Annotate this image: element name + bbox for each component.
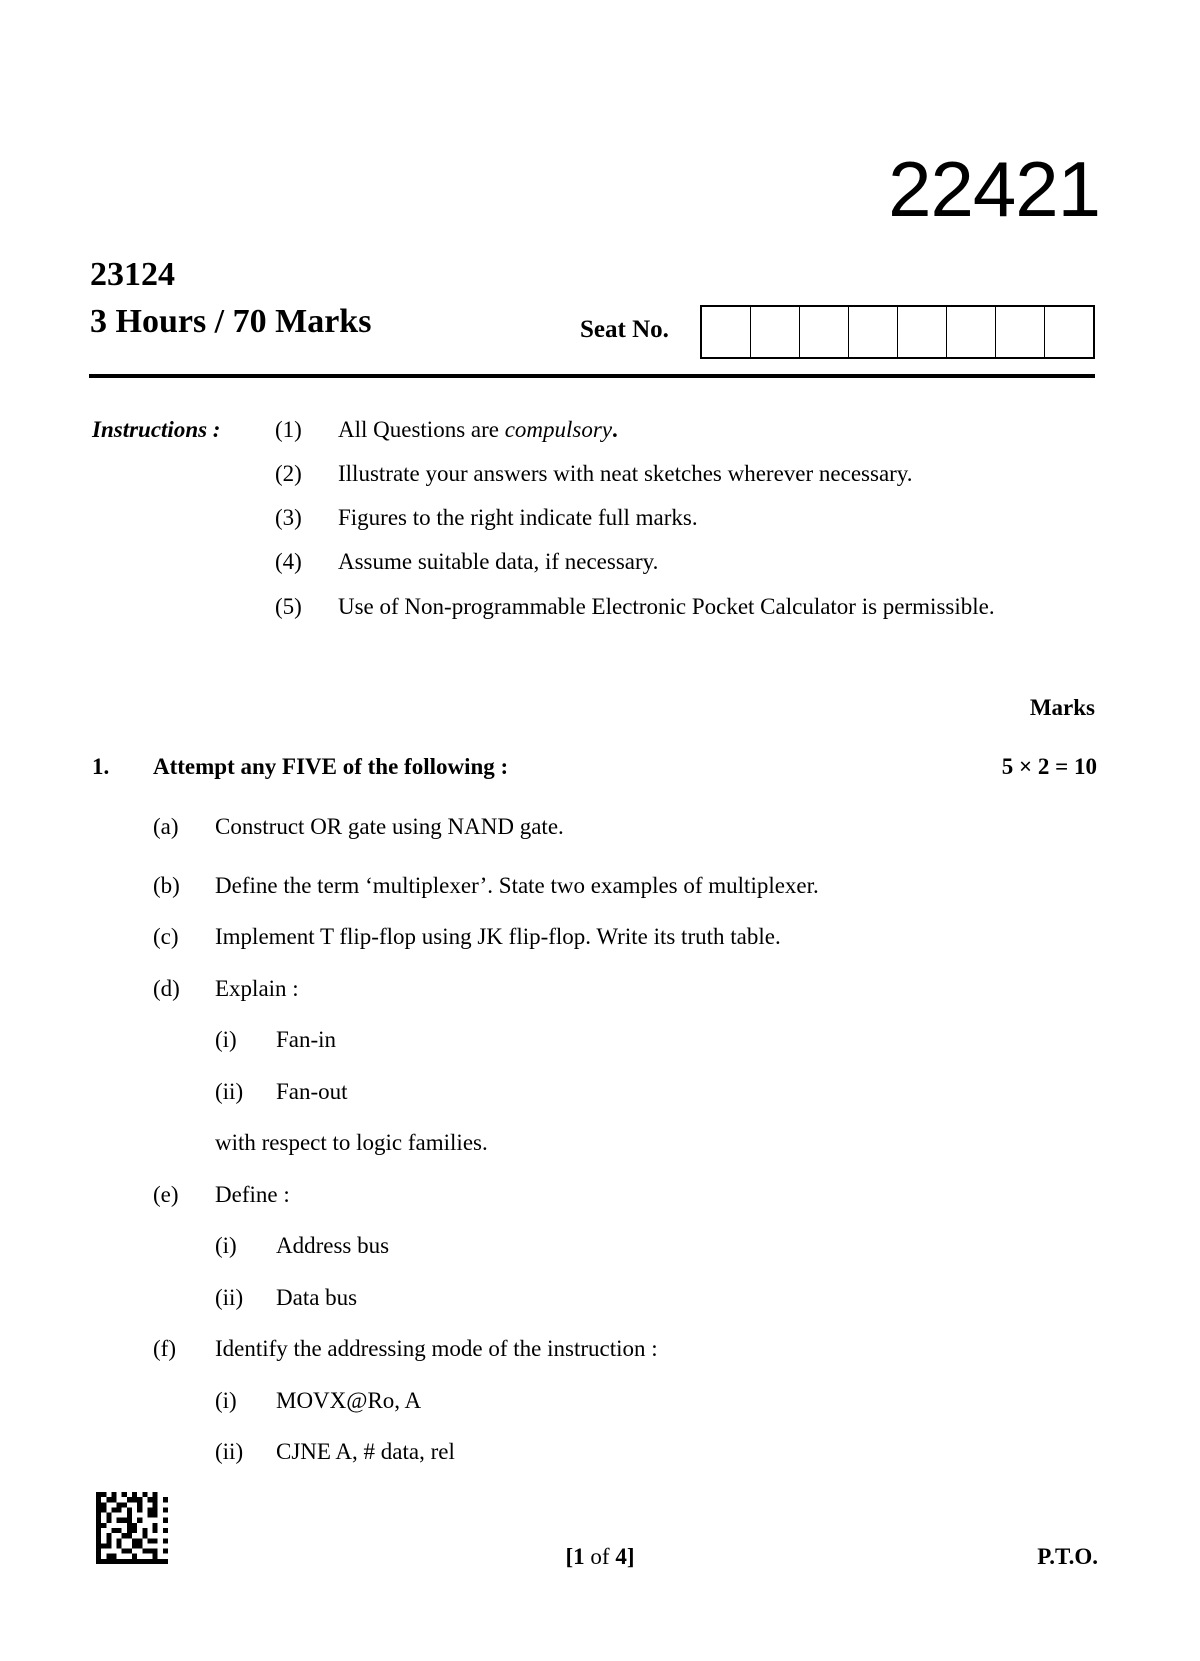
sub-part-label: (i)	[215, 1388, 237, 1413]
sub-part-text: Address bus	[276, 1233, 390, 1258]
seat-number-box	[751, 307, 800, 357]
seat-number-box	[947, 307, 996, 357]
seat-number-box	[849, 307, 898, 357]
part-text: Implement T flip-flop using JK flip-flop. Write its truth table.	[215, 924, 781, 949]
sub-part-label: (ii)	[215, 1439, 244, 1464]
part-text: Explain :	[215, 976, 299, 1001]
please-turn-over: P.T.O.	[1037, 1544, 1098, 1569]
seat-number-boxes	[700, 305, 1095, 359]
sub-part-text: MOVX@Ro, A	[276, 1388, 422, 1413]
part-label: (d)	[153, 976, 180, 1001]
part-label: (b)	[153, 873, 180, 898]
seat-number-box	[898, 307, 947, 357]
instructions-label: Instructions :	[92, 417, 221, 442]
paper-code: 22421	[888, 145, 1100, 233]
instruction-text: All Questions are compulsory.	[338, 417, 618, 442]
seat-number-box	[1045, 307, 1093, 357]
seat-number-box	[996, 307, 1045, 357]
question-title: Attempt any FIVE of the following :	[153, 754, 509, 779]
part-text: Define :	[215, 1182, 290, 1207]
sub-part-label: (i)	[215, 1233, 237, 1258]
part-label: (f)	[153, 1336, 176, 1361]
instruction-text: Assume suitable data, if necessary.	[338, 549, 659, 574]
header-divider	[89, 374, 1095, 378]
instruction-emphasis: compulsory	[504, 417, 613, 442]
sub-part-text: Fan-out	[276, 1079, 348, 1104]
instruction-text: Use of Non-programmable Electronic Pocket Calculator is permissible.	[338, 594, 995, 619]
part-text: Identify the addressing mode of the instruction :	[215, 1336, 658, 1361]
sub-part-text: Data bus	[276, 1285, 358, 1310]
seat-number-box	[702, 307, 751, 357]
question-number: 1.	[92, 754, 110, 779]
sub-part-label: (ii)	[215, 1285, 244, 1310]
instruction-number: (3)	[275, 505, 302, 530]
part-label: (a)	[153, 814, 179, 839]
sub-part-label: (ii)	[215, 1079, 244, 1104]
part-text: Construct OR gate using NAND gate.	[215, 814, 564, 839]
instruction-number: (5)	[275, 594, 302, 619]
sub-part-text: Fan-in	[276, 1027, 337, 1052]
page-number: [1 of 4]	[565, 1544, 635, 1569]
marks-column-heading: Marks	[1029, 695, 1095, 720]
seat-number-box	[800, 307, 849, 357]
seat-number-label: Seat No.	[580, 316, 669, 343]
exam-duration: 3 Hours / 70 Marks	[90, 303, 372, 340]
instruction-number: (4)	[275, 549, 302, 574]
instruction-text: Illustrate your answers with neat sketches wherever necessary.	[338, 461, 913, 486]
part-label: (e)	[153, 1182, 179, 1207]
instruction-number: (2)	[275, 461, 302, 486]
part-text: Define the term ‘multiplexer’. State two examples of multiplexer.	[215, 873, 819, 898]
part-label: (c)	[153, 924, 179, 949]
sub-part-label: (i)	[215, 1027, 237, 1052]
question-marks: 5 × 2 = 10	[1001, 754, 1097, 779]
instruction-number: (1)	[275, 417, 302, 442]
exam-code: 23124	[90, 256, 175, 293]
instruction-text: Figures to the right indicate full marks.	[338, 505, 698, 530]
sub-part-text: CJNE A, # data, rel	[276, 1439, 455, 1464]
